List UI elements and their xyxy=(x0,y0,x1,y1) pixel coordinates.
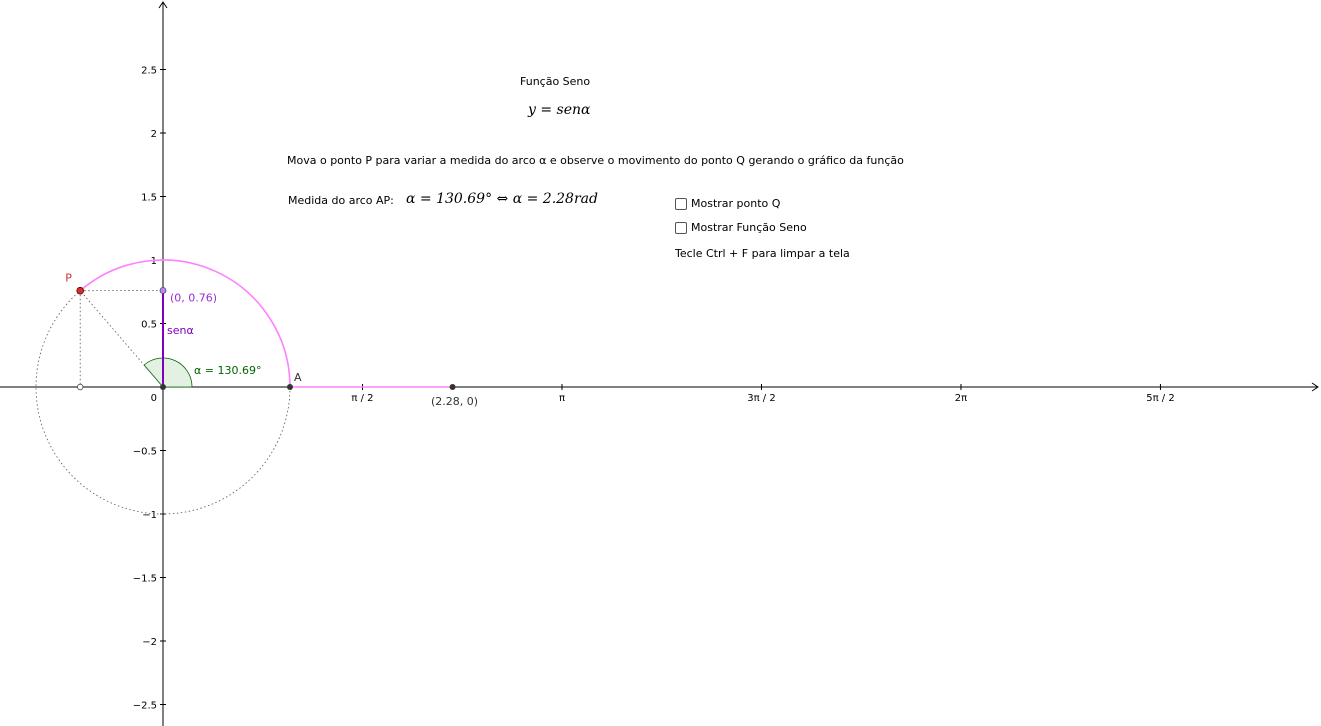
sine-segment-label: senα xyxy=(167,324,194,337)
y-tick-label: 1.5 xyxy=(141,192,157,204)
alpha-point-label: (2.28, 0) xyxy=(431,395,479,408)
y-tick-label: −0.5 xyxy=(132,446,157,458)
y-tick-label: −1.5 xyxy=(132,573,157,585)
alpha-point xyxy=(450,384,456,390)
sine-formula: y = senα xyxy=(528,102,591,118)
y-tick-label: 2.5 xyxy=(141,65,157,77)
origin-point xyxy=(160,384,166,390)
y-tick-label: −2.5 xyxy=(132,700,157,712)
checkbox-box[interactable] xyxy=(675,198,687,210)
x-tick-label: π xyxy=(558,393,565,404)
x-tick-label: 5π / 2 xyxy=(1146,393,1175,404)
arc-measure-label: Medida do arco AP: xyxy=(288,194,394,207)
x-tick-label: 2π xyxy=(954,393,968,404)
instruction-text: Mova o ponto P para variar a medida do arco α e observe o movimento do ponto Q gerando o gráfico da função xyxy=(287,154,904,167)
show-point-q-label: Mostrar ponto Q xyxy=(691,197,781,210)
checkbox-box[interactable] xyxy=(675,222,687,234)
angle-alpha xyxy=(144,358,192,387)
y-tick-label: 0.5 xyxy=(141,319,157,331)
y-tick-label: 1 xyxy=(150,256,157,267)
y-tick-label: −2 xyxy=(142,637,157,648)
point-p xyxy=(77,287,84,294)
cos-projection-point xyxy=(77,384,83,390)
x-tick-label: π / 2 xyxy=(351,393,374,404)
origin-label: 0 xyxy=(150,393,157,404)
show-sine-function-label: Mostrar Função Seno xyxy=(691,221,807,234)
show-sine-function-checkbox[interactable] xyxy=(675,221,807,234)
sine-point-label: (0, 0.76) xyxy=(170,291,218,305)
sine-point xyxy=(160,287,166,293)
angle-label: α = 130.69° xyxy=(194,364,262,377)
x-tick-label: 3π / 2 xyxy=(747,393,776,404)
y-tick-label: 2 xyxy=(150,129,157,140)
show-point-q-checkbox[interactable] xyxy=(675,197,780,210)
clear-screen-hint: Tecle Ctrl + F para limpar a tela xyxy=(675,247,850,260)
point-a xyxy=(287,384,293,390)
y-tick-label: −1 xyxy=(142,510,157,521)
point-a-label: A xyxy=(294,371,302,384)
point-p-label: P xyxy=(65,271,72,285)
arc-measure-value: α = 130.69° ⇔ α = 2.28rad xyxy=(406,191,598,207)
graph-title: Função Seno xyxy=(520,75,591,88)
